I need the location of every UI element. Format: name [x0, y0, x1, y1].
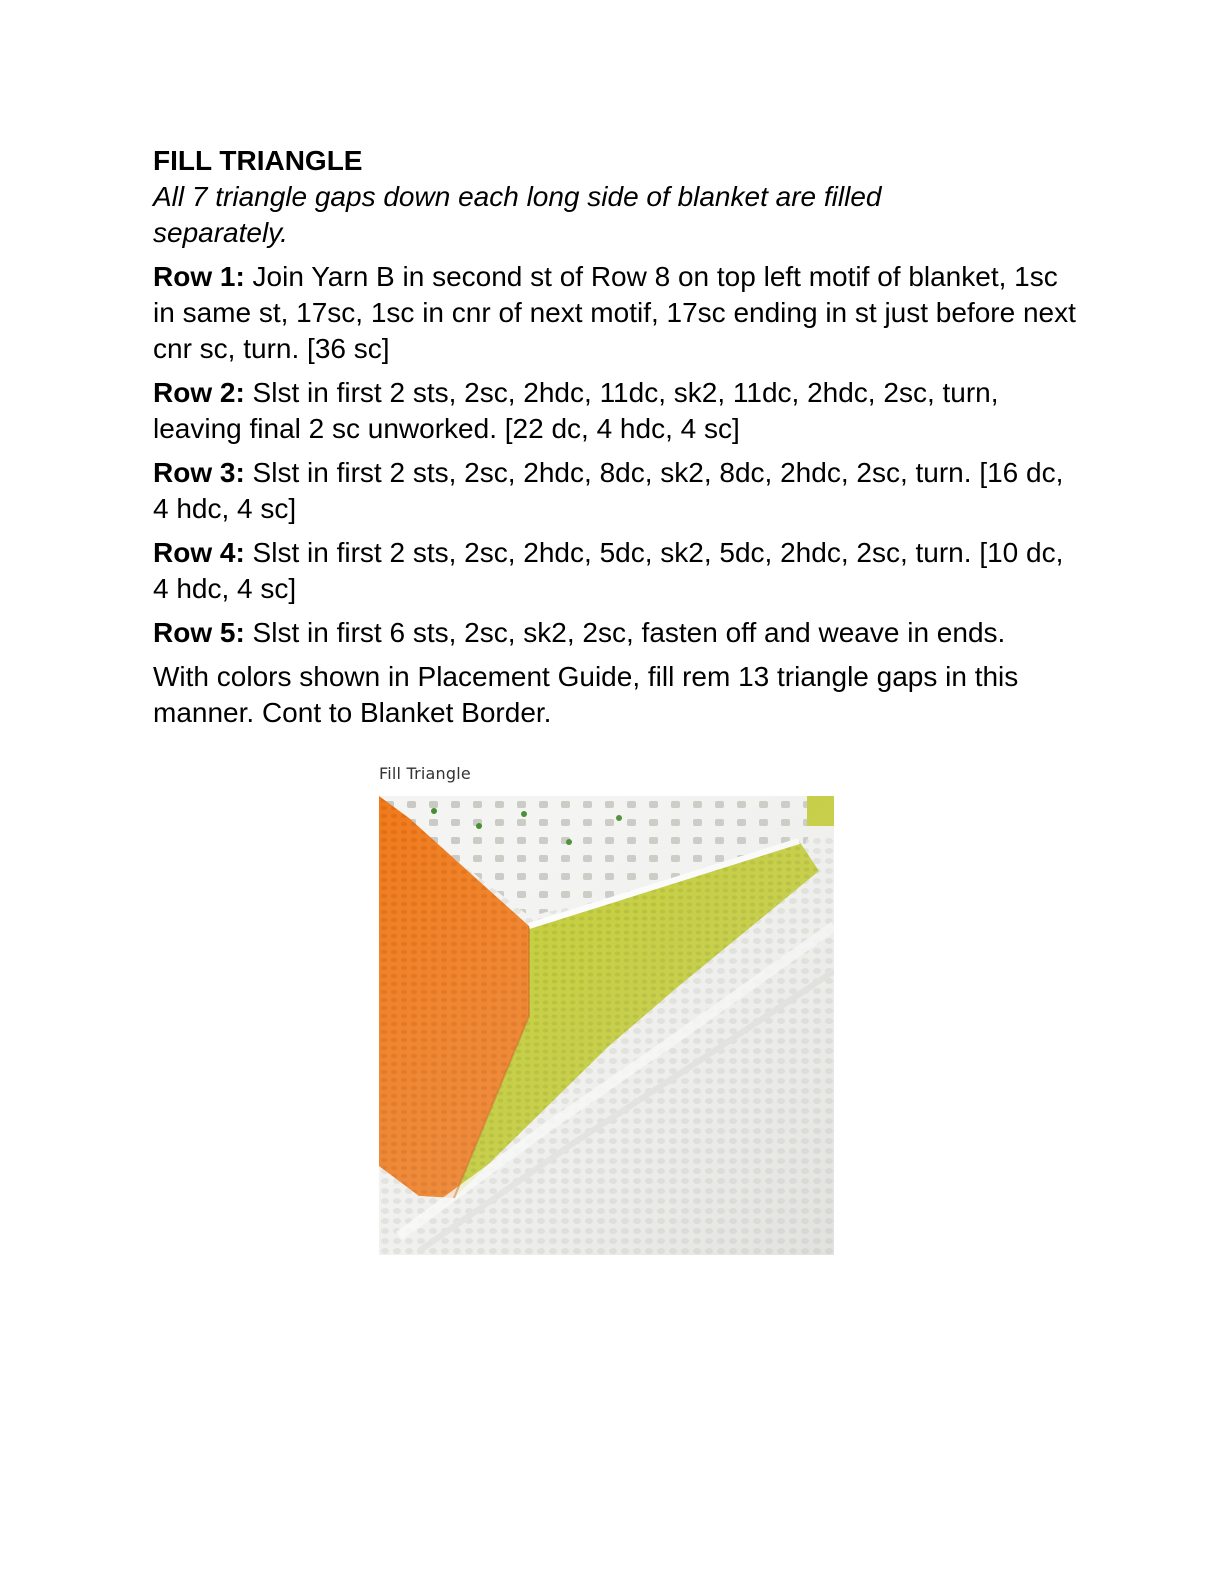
fill-triangle-figure [379, 762, 835, 1255]
row-4-text: Slst in first 2 sts, 2sc, 2hdc, 5dc, sk2, 5dc, 2hdc, 2sc, turn. [10 dc, 4 hdc, 4 sc] [153, 537, 1064, 604]
pattern-section [153, 143, 1083, 739]
closing-note: With colors shown in Placement Guide, fill rem 13 triangle gaps in this manner. Cont to Blanket Border. [153, 661, 1019, 728]
row-1-text: Join Yarn B in second st of Row 8 on top left motif of blanket, 1sc in same st, 17sc, 1sc in cnr of next motif, 17sc ending in st just before next cnr sc, turn. [36 sc] [153, 261, 1076, 364]
figure-caption: Fill Triangle [379, 764, 471, 783]
row-4-label: Row 4: [153, 537, 245, 568]
intro-note: All 7 triangle gaps down each long side of blanket are filled separately. [153, 181, 882, 248]
row-3-label: Row 3: [153, 457, 245, 488]
section-heading: FILL TRIANGLE [153, 145, 363, 176]
row-5-text: Slst in first 6 sts, 2sc, sk2, 2sc, fasten off and weave in ends. [244, 617, 1006, 648]
row-3-instruction [153, 455, 1083, 527]
row-2-text: Slst in first 2 sts, 2sc, 2hdc, 11dc, sk2, 11dc, 2hdc, 2sc, turn, leaving final 2 sc unworked. [22 dc, 4 hdc, 4 sc] [153, 377, 999, 444]
row-1-instruction [153, 259, 1083, 367]
crochet-photo [379, 796, 834, 1255]
row-2-label: Row 2: [153, 377, 245, 408]
row-3-text: Slst in first 2 sts, 2sc, 2hdc, 8dc, sk2, 8dc, 2hdc, 2sc, turn. [16 dc, 4 hdc, 4 sc] [153, 457, 1064, 524]
row-2-instruction [153, 375, 1083, 447]
row-1-label: Row 1: [153, 261, 245, 292]
row-5-label: Row 5: [153, 617, 245, 648]
row-5-instruction [153, 615, 1083, 651]
row-4-instruction [153, 535, 1083, 607]
